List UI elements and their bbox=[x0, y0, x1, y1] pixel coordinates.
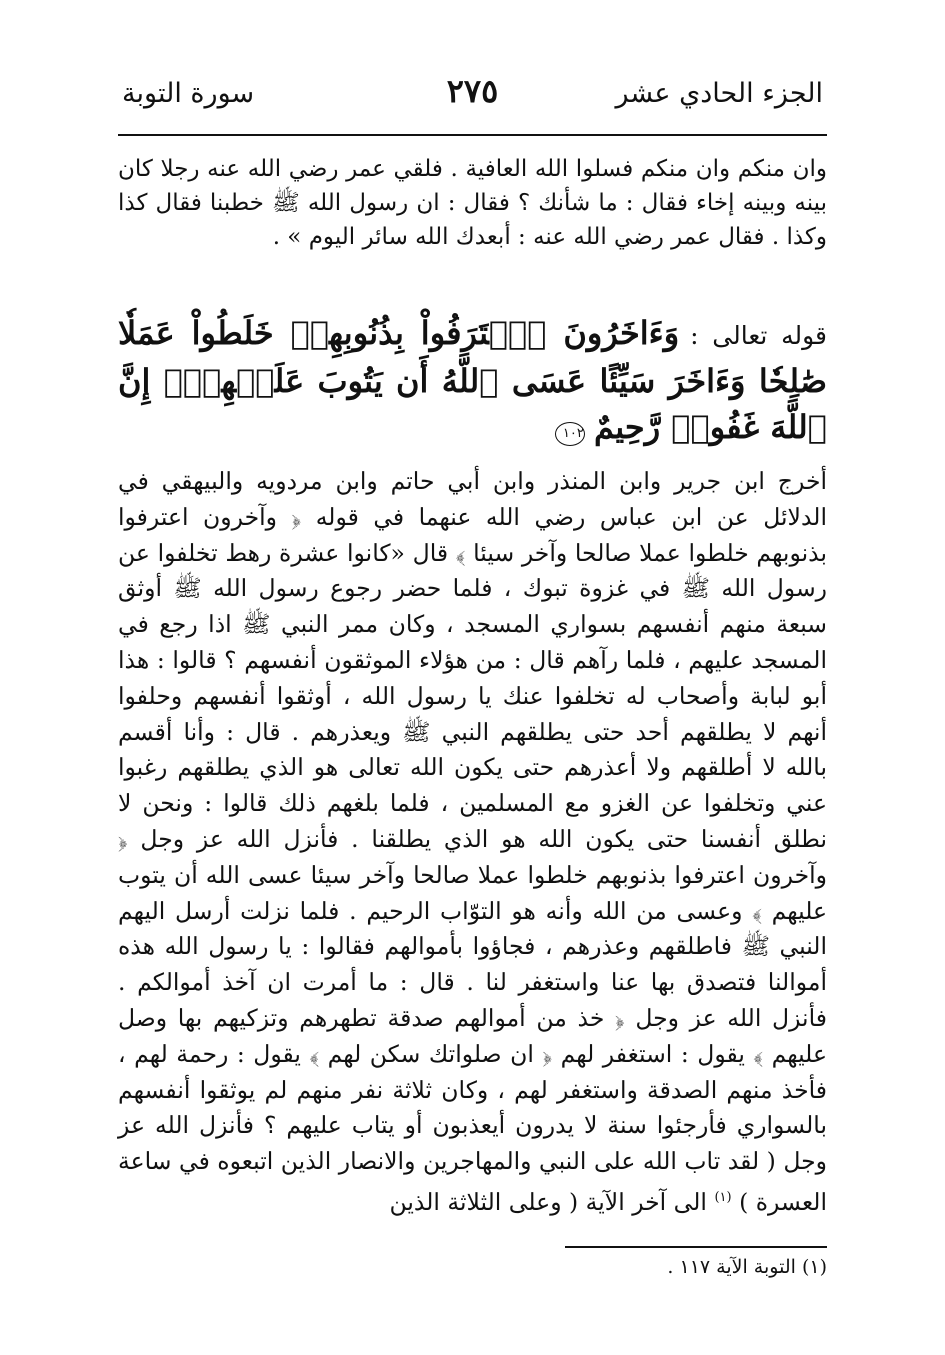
page-number: ٢٧٥ bbox=[446, 72, 499, 110]
footnote-reference: (١) bbox=[714, 1189, 732, 1205]
commentary-tail: الى آخر الآية ( وعلى الثلاثة الذين bbox=[389, 1187, 707, 1216]
quran-verse-block bbox=[118, 310, 827, 450]
intro-text: وان منكم وان منكم فسلوا الله العافية . فلقي عمر رضي الله عنه رجلا كان بينه وبينه إخاء فقال : ما شأنك ؟ فقال : ان رسول الله ﷺ خطبنا فقال كذا وكذا . فقال عمر رضي الله عنه : أبعدك الله سائر اليوم » . bbox=[118, 156, 827, 250]
verse-number-marker: ١٠٢ bbox=[555, 422, 585, 446]
verse-text: وَءَاخَرُونَ ٱعۡتَرَفُواْ بِذُنُوبِهِمۡ خَلَطُواْ عَمَلٗا صَٰلِحٗا وَءَاخَرَ سَيِّئًا عَسَى ٱللَّهُ أَن يَتُوبَ عَلَيۡهِمۡۚ إِنَّ ٱللَّهَ غَفُورٞ رَّحِيمٌ bbox=[118, 314, 827, 446]
commentary-text: أخرج ابن جرير وابن المنذر وابن أبي حاتم وابن مردويه والبيهقي في الدلائل عن ابن عباس رضي الله عنهما في قوله ﴿ وآخرون اعترفوا بذنوبهم خلطوا عملا صالحا وآخر سيئا ﴾ قال «كانوا عشرة رهط تخلفوا عن رسول الله ﷺ في غزوة تبوك ، فلما حضر رجوع رسول الله ﷺ أوثق سبعة منهم أنفسهم بسواري المسجد ، وكان ممر النبي ﷺ اذا رجع في المسجد عليهم ، فلما رآهم قال : من هؤلاء الموثقون أنفسهم ؟ قالوا : هذا أبو لبابة وأصحاب له تخلفوا عنك يا رسول الله ، أوثقوا أنفسهم وحلفوا أنهم لا يطلقهم أحد حتى يطلقهم النبي ﷺ ويعذرهم . قال : وأنا أقسم بالله لا أطلقهم ولا أعذرهم حتى يكون الله تعالى هو الذي يطلقهم رغبوا عني وتخلفوا عن الغزو مع المسلمين ، فلما بلغهم ذلك قالوا : ونحن لا نطلق أنفسنا حتى يكون الله هو الذي يطلقنا . فأنزل الله عز وجل ﴿ وآخرون اعترفوا بذنوبهم خلطوا عملا صالحا وآخر سيئا عسى الله أن يتوب عليهم ﴾ وعسى من الله وأنه هو التوّاب الرحيم . فلما نزلت أرسل اليهم النبي ﷺ فاطلقهم وعذرهم ، فجاؤوا بأموالهم فقالوا : يا رسول الله هذه أموالنا فتصدق بها عنا واستغفر لنا . قال : ما أمرت ان آخذ أموالكم . فأنزل الله عز وجل ﴿ خذ من أموالهم صدقة تطهرهم وتزكيهم بها وصل عليهم ﴾ يقول : استغفر لهم ﴿ ان صلواتك سكن لهم ﴾ يقول : رحمة لهم ، فأخذ منهم الصدقة واستغفر لهم ، وكان ثلاثة نفر منهم لم يوثقوا أنفسهم بالسواري فأرجئوا سنة لا يدرون أيعذبون أو يتاب عليهم ؟ فأنزل الله عز وجل ( لقد تاب الله على النبي والمهاجرين والانصار الذين اتبعوه في ساعة العسرة ) bbox=[118, 467, 827, 1216]
part-title: الجزء الحادي عشر bbox=[615, 78, 823, 109]
header-divider bbox=[118, 134, 827, 136]
footnote: (١) التوبة الآية ١١٧ . bbox=[667, 1256, 827, 1278]
surah-title: سورة التوبة bbox=[122, 78, 255, 109]
intro-paragraph bbox=[118, 152, 827, 254]
footnote-divider bbox=[565, 1246, 827, 1248]
commentary-paragraph bbox=[118, 464, 827, 1221]
page-header bbox=[118, 72, 827, 132]
verse-lead: قوله تعالى : bbox=[690, 321, 827, 350]
